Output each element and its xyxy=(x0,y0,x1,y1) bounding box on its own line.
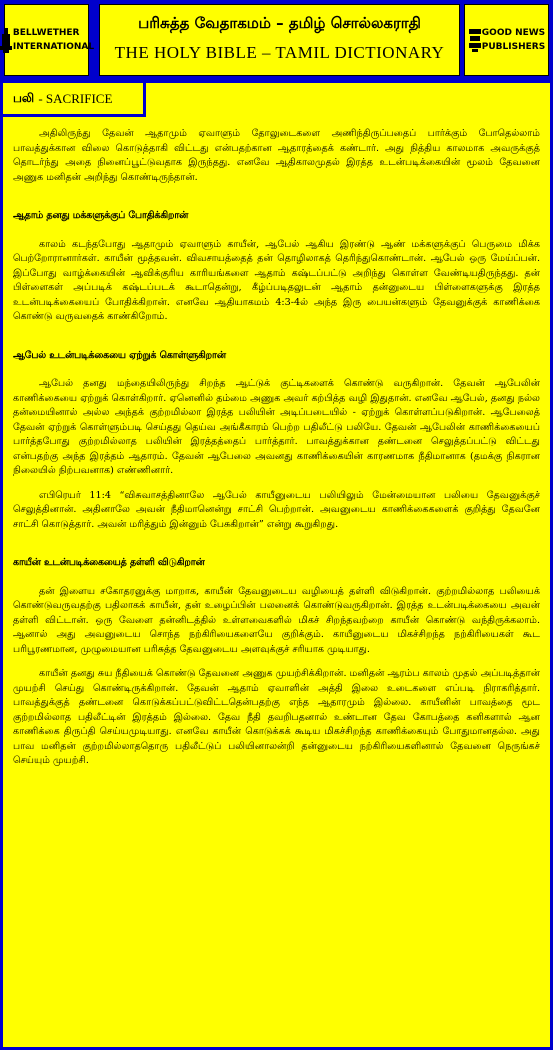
good-news-logo[interactable] xyxy=(464,4,549,76)
section-heading: காயீன் உடன்படிக்கையைத் தள்ளி விடுகிறான் xyxy=(13,557,205,568)
paragraph: காயீன் தனது சுய நீதியைக் கொண்டு தேவனை அணுக முயற்சிக்கிறான். மனிதன் ஆரம்ப காலம் முதல் அப்படித்தான் முயற்சி செய்து கொண்டிருக்கிறான். தேவன் ஆதாம் ஏவாளின் அத்தி இலை உடைகளை எப்படி நிராகரித்தார். பாவத்துக்குத் தண்டனை கொடுக்கப்பட்டுவிட்டதென்பதற்கு எந்த ஆதாரமும் இல்லை. காயீனின் பாவத்தை மூட குற்றமில்லாத பதிலீட்டின் இரத்தம் இல்லை. தேவ நீதி தவறிபதனால் உண்டான தேவ கோபத்தை கனிகளால் ஆன காணிக்கை திருப்தி செய்யமுடியாது. எனவே காயீன் கொடுக்கக் கூடிய மிகச்சிறந்த காணிக்கையும் போதுமானதல்ல. அது பாவ மனிதன் குற்றமில்லாததொரு பதிலீட்டுப் பலியினாலன்றி தன்னுடைய நற்கிரியைகளினால் தேவனை நெருங்கச் செய்யும் முயற்சி. xyxy=(13,668,540,766)
bellwether-logo[interactable] xyxy=(4,4,95,76)
paragraph: காலம் கடந்தபோது ஆதாமும் ஏவாளும் காயீன், ஆபேல் ஆகிய இரண்டு ஆண் மக்களுக்குப் பெருமை மிக்க பெற்றோரானார்கள். காயீன் மூத்தவன். விவசாயத்தைத் தன் தொழிலாகத் தெரிந்துகொண்டான். ஆபேல் ஒரு மேய்ப்பன். இப்போது வாழ்க்கையின் ஆவிக்குரிய காரியங்களை ஆதாம் கஷ்டப்பட்டு அறிந்து கொள்ள வேண்டியதிருந்தது. தன் பிள்ளைகள் அப்படிக் கஷ்டப்படக் கூடாதென்று, கீழ்ப்படிதலுடன் ஆதாம் தன்னுடைய பிள்ளைகளுக்கு இரத்த உடன்படிக்கையைப் போதிக்கிறான். எனவே ஆதியாகமம் 4:3-4ல் அந்த இரு பையன்களும் தேவனுக்குக் காணிக்கை கொண்டு வருவதைக் காண்கிறோம். xyxy=(13,238,540,322)
paragraph: எபிரெயர் 11:4 “விசுவாசத்தினாலே ஆபேல் காயீனுடைய பலியிலும் மேன்மையான பலியை தேவனுக்குச் செலுத்தினான். அதினாலே அவன் நீதிமானென்று சாட்சி பெற்றான். அவனுடைய காணிக்கைகளைக் குறித்து தேவனே சாட்சி கொடுத்தார். அவன் மரித்தும் இன்னும் பேசுகிறான்” என்று கூறுகிறது. xyxy=(13,489,540,530)
bellwether-logo-text: BELLWETHER INTERNATIONAL xyxy=(12,28,95,52)
entry-panel xyxy=(0,80,553,1050)
paragraph: தன் இளைய சகோதரனுக்கு மாறாக, காயீன் தேவனுடைய வழியைத் தள்ளி விடுகிறான். குற்றமில்லாத பலியைக் கொண்டுவருவதற்கு பதிலாகக் காயீன், தன் உழைப்பின் பலனைக் கொண்டுவருகிறான். இரத்த உடன்படிக்கையை அவன் தள்ளி விட்டான். ஒரு வேளை தன்னிடத்தில் உள்ளவைகளில் மிகச் சிறந்தவற்றை காயீன் கொண்டு வந்திருக்கலாம். ஆனால் அது அவனுடைய சொந்த நற்கிரியைகளையே குறிக்கும். காயீனுடைய மிகச்சிறந்த நற்கிரியைகள் கூட பரிபூரணமான, முழுமையான பரிசுத்த தேவனுடைய அளவுக்குச் சரியாக முடியாது. xyxy=(13,585,540,655)
paragraph: ஆபேல் தனது மந்தையிலிருந்து சிறந்த ஆட்டுக் குட்டிகளைக் கொண்டு வருகிறான். தேவன் ஆபேலின் காணிக்கையை ஏற்றுக் கொள்கிறார். ஏனெனில் தம்மை அணுக அவர் கற்பித்த வழி இதுதான். எனவே ஆபேல், தனது நல்ல தன்மையினால் அல்ல அந்தக் குற்றமில்லா இரத்த பலியின் அடிப்படையில் - ஏற்றுக் கொள்ளப்படுகிறான். ஆபேலைத் தேவன் ஏற்றுக் கொள்ளும்படி செய்தது தெய்வ அங்கீகாரம் பெற்ற பதிலீட்டு பலியே. தேவன் ஆபேலின் காணிக்கையைப் பார்த்தபோது குற்றமில்லாத பலியின் இரத்தத்தைப் பார்த்தார். பாவத்துக்கான தண்டனை செலுத்தப்பட்டு விட்டது என்பதற்கு அந்த இரத்தம் ஆதாரம். தேவன் ஆபேலை அவனது காணிக்கையின் காரணமாக நீதிமானாக (தமக்கு நிகரான நிலையில் நிற்பவனாக) எண்ணினார். xyxy=(13,378,540,476)
lamp-icon xyxy=(0,26,13,54)
title-english: THE HOLY BIBLE – TAMIL DICTIONARY xyxy=(114,43,445,62)
book-stack-icon xyxy=(468,26,482,54)
good-news-logo-text: GOOD NEWS PUBLISHERS xyxy=(481,28,546,52)
section-heading: ஆதாம் தனது மக்களுக்குப் போதிக்கிறான் xyxy=(13,210,189,221)
entry-word-box xyxy=(0,80,146,117)
title-tamil: பரிசுத்த வேதாகமம் – தமிழ் சொல்லகராதி xyxy=(138,14,421,32)
entry-content xyxy=(13,127,540,779)
entry-word-english: - SACRIFICE xyxy=(38,90,113,106)
paragraph: அதிலிருந்து தேவன் ஆதாமும் ஏவாளும் தோலுடைகளை அணிந்திருப்பதைப் பார்க்கும் போதெல்லாம் பாவத்துக்கான விலை கொடுத்தாகி விட்டது என்பதற்கான ஆதாரத்தைக் கண்டார். அது நித்திய காலமாக அவருக்குத் தொடர்ந்து அதை நினைப்பூட்டுவதாக இருந்தது. எனவே ஆதிகாலமுதல் இரத்த உடன்படிக்கையின் மூலம் தேவனை அணுக மனிதன் அறிந்து கொண்டிருந்தான். xyxy=(13,128,540,183)
entry-word-tamil: பலி xyxy=(13,90,35,105)
section-heading: ஆபேல் உடன்படிக்கையை ஏற்றுக் கொள்ளுகிறான் xyxy=(13,349,226,361)
page-header xyxy=(0,0,553,80)
dictionary-title-box xyxy=(99,4,460,76)
